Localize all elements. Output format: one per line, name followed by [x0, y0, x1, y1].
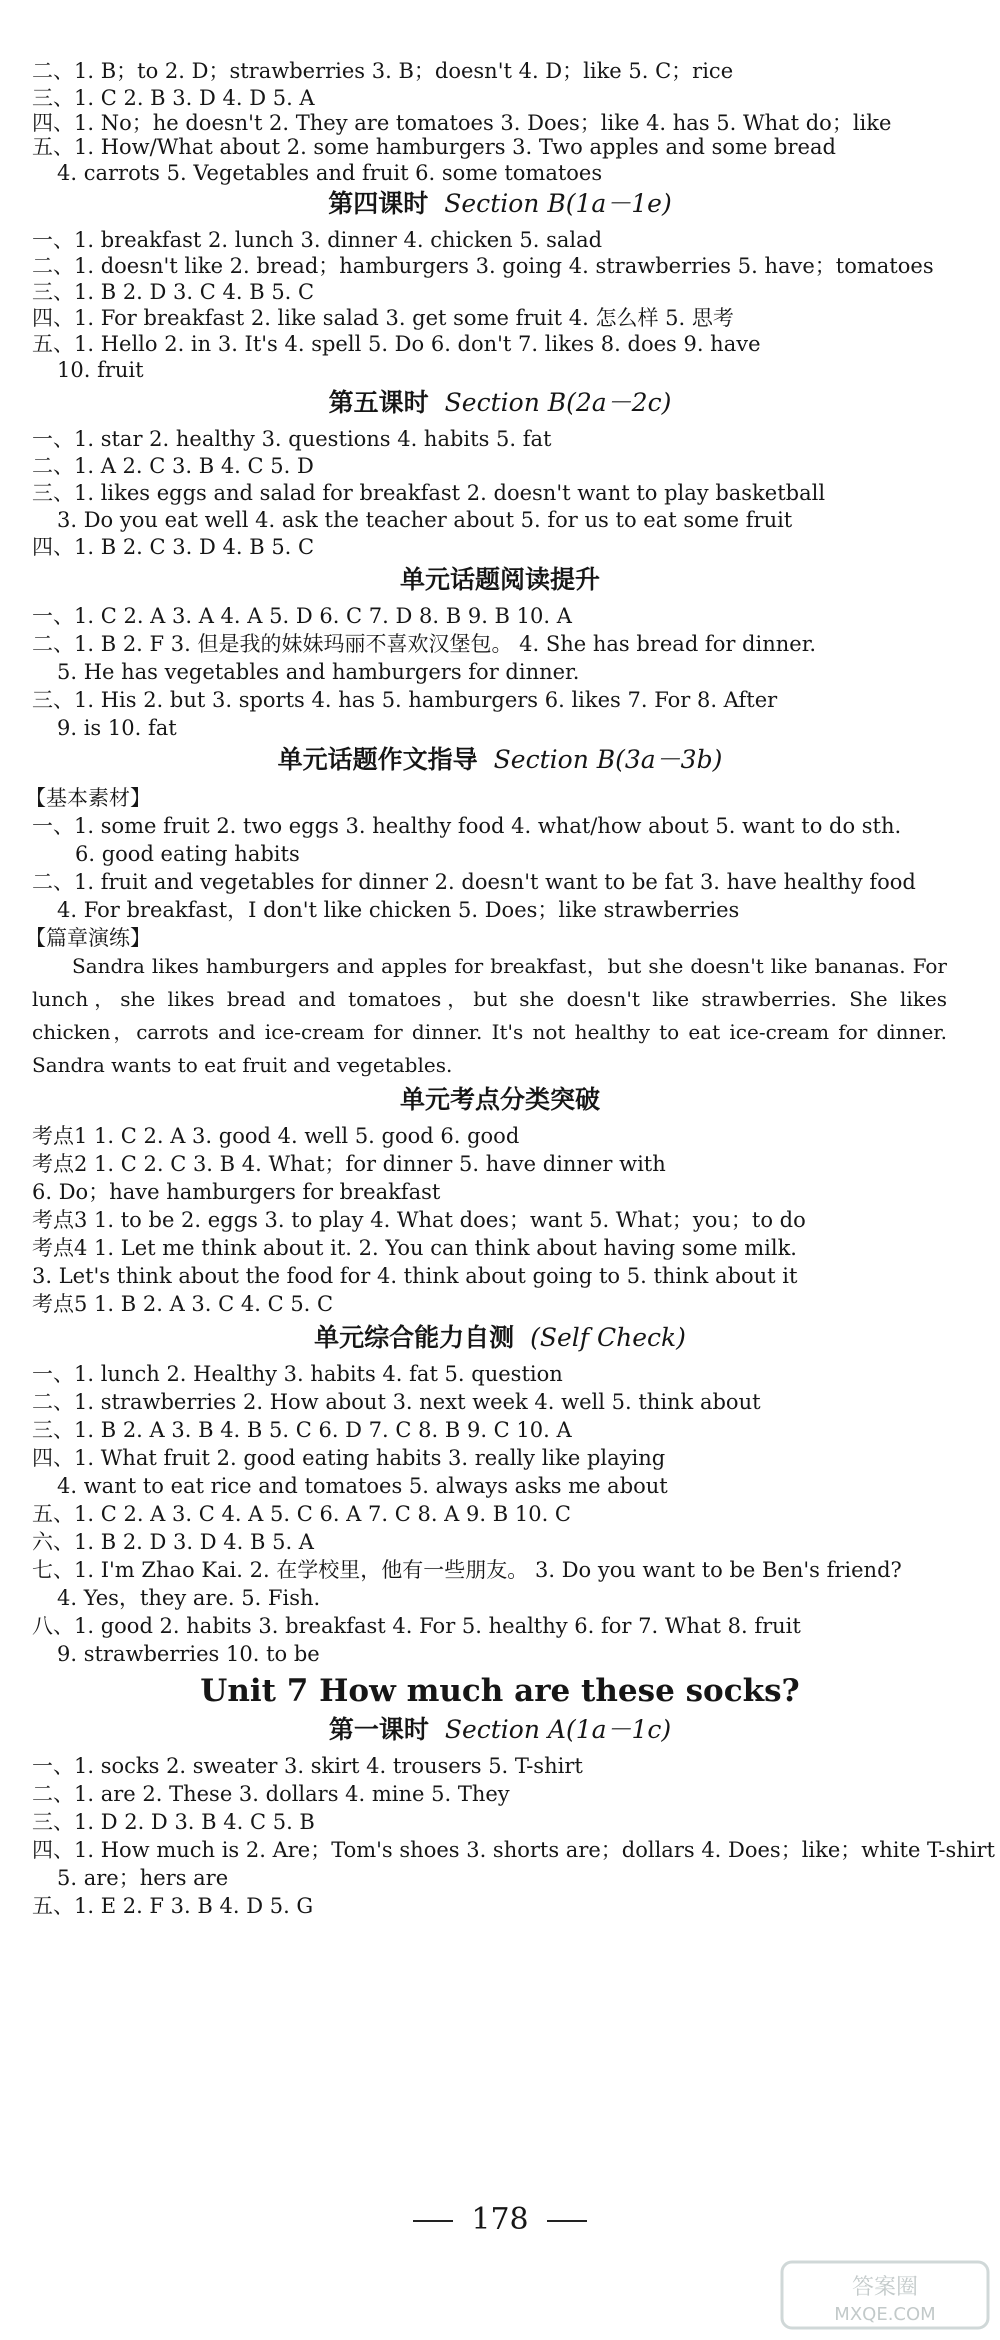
answer-line: 一、1. lunch 2. Healthy 3. habits 4. fat 5. question	[32, 1362, 563, 1386]
answer-line: 四、1. How much is 2. Are；Tom's shoes 3. shorts are；dollars 4. Does；like；white T-shirt	[32, 1838, 995, 1862]
answer-line: 4. want to eat rice and tomatoes 5. always asks me about	[57, 1474, 668, 1498]
answer-line: 四、1. B 2. C 3. D 4. B 5. C	[32, 535, 315, 559]
answer-line: 三、1. likes eggs and salad for breakfast 2. doesn't want to play basketball	[32, 481, 826, 505]
answer-line: 五、1. C 2. A 3. C 4. A 5. C 6. A 7. C 8. A 9. B 10. C	[32, 1502, 571, 1526]
answer-line: 三、1. B 2. D 3. C 4. B 5. C	[32, 280, 315, 304]
material-tag: 【基本素材】	[25, 786, 151, 810]
answer-line: 3. Do you eat well 4. ask the teacher about 5. for us to eat some fruit	[57, 508, 793, 532]
answer-line: 4. For breakfast，I don't like chicken 5. Does；like strawberries	[57, 898, 740, 922]
section-title: 单元考点分类突破	[399, 1085, 600, 1114]
section-heading	[0, 1712, 1000, 1748]
answer-line: 10. fruit	[57, 358, 144, 382]
answer-line: 四、1. No；he doesn't 2. They are tomatoes 3. Does；like 4. has 5. What do；like	[32, 111, 892, 135]
practice-tag: 【篇章演练】	[25, 926, 151, 950]
section-title: 单元综合能力自测	[314, 1323, 515, 1352]
section-heading	[0, 1320, 1000, 1356]
section-title: 单元话题作文指导	[277, 745, 478, 774]
watermark-logo	[780, 2260, 990, 2330]
answer-line: 三、1. B 2. A 3. B 4. B 5. C 6. D 7. C 8. B 9. C 10. A	[32, 1418, 572, 1442]
answer-line: 二、1. B；to 2. D；strawberries 3. B；doesn't 4. D；like 5. C；rice	[32, 59, 734, 83]
section-heading	[0, 1082, 1000, 1118]
answer-line: 考点1 1. C 2. A 3. good 4. well 5. good 6. good	[32, 1124, 520, 1148]
answer-line: 一、1. some fruit 2. two eggs 3. healthy food 4. what/how about 5. want to do sth.	[32, 814, 902, 838]
unit-title: Unit 7 How much are these socks?	[200, 1673, 800, 1709]
answer-line: 二、1. fruit and vegetables for dinner 2. doesn't want to be fat 3. have healthy food	[32, 870, 916, 894]
answer-line: 五、1. How/What about 2. some hamburgers 3. Two apples and some bread	[32, 135, 836, 159]
section-subtitle: Section B(1a－1e)	[444, 189, 672, 218]
answer-line: 考点3 1. to be 2. eggs 3. to play 4. What does；want 5. What；you；to do	[32, 1208, 806, 1232]
section-heading	[0, 186, 1000, 222]
answer-line: 9. strawberries 10. to be	[57, 1642, 320, 1666]
answer-line: 一、1. C 2. A 3. A 4. A 5. D 6. C 7. D 8. B 9. B 10. A	[32, 604, 572, 628]
section-heading	[0, 742, 1000, 778]
section-subtitle: Section B(2a－2c)	[444, 388, 672, 417]
section-title: 第一课时	[328, 1715, 429, 1744]
answer-line: 4. carrots 5. Vegetables and fruit 6. some tomatoes	[57, 161, 603, 185]
svg-text:MXQE.COM: MXQE.COM	[834, 2304, 936, 2325]
section-heading	[0, 562, 1000, 598]
section-heading	[0, 385, 1000, 421]
answer-line: 9. is 10. fat	[57, 716, 177, 740]
answer-line: 三、1. D 2. D 3. B 4. C 5. B	[32, 1810, 315, 1834]
answer-line: 五、1. E 2. F 3. B 4. D 5. G	[32, 1894, 314, 1918]
answer-line: 二、1. strawberries 2. How about 3. next week 4. well 5. think about	[32, 1390, 761, 1414]
answer-line: 二、1. A 2. C 3. B 4. C 5. D	[32, 454, 314, 478]
svg-text:答案圈: 答案圈	[851, 2275, 919, 2300]
answer-line: 三、1. C 2. B 3. D 4. D 5. A	[32, 86, 315, 110]
answer-line: 一、1. star 2. healthy 3. questions 4. habits 5. fat	[32, 427, 552, 451]
model-essay: Sandra likes hamburgers and apples for breakfast，but she doesn't like bananas. For lunch，she likes bread and tomatoes，but she doesn't like strawberries. She likes chicken，carrots and ice-cream for dinner. It's not healthy to eat ice-cream for dinner. Sandra wants to eat fruit and vegetables.	[32, 954, 947, 1077]
section-title: 第五课时	[328, 388, 429, 417]
answer-line: 五、1. Hello 2. in 3. It's 4. spell 5. Do 6. don't 7. likes 8. does 9. have	[32, 332, 761, 356]
answer-line: 考点5 1. B 2. A 3. C 4. C 5. C	[32, 1292, 334, 1316]
answer-line: 四、1. What fruit 2. good eating habits 3. really like playing	[32, 1446, 666, 1470]
answer-line: 二、1. are 2. These 3. dollars 4. mine 5. They	[32, 1782, 510, 1806]
answer-line: 考点4 1. Let me think about it. 2. You can think about having some milk.	[32, 1236, 797, 1260]
page-number-text: 178	[471, 2202, 529, 2237]
section-title: 单元话题阅读提升	[399, 565, 600, 594]
section-subtitle: Section B(3a－3b)	[493, 745, 723, 774]
answer-line: 四、1. For breakfast 2. like salad 3. get some fruit 4. 怎么样 5. 思考	[32, 306, 734, 330]
section-subtitle: (Self Check)	[530, 1323, 686, 1352]
section-subtitle: Section A(1a－1c)	[444, 1715, 672, 1744]
answer-line: 3. Let's think about the food for 4. think about going to 5. think about it	[32, 1264, 798, 1288]
answer-line: 六、1. B 2. D 3. D 4. B 5. A	[32, 1530, 314, 1554]
page-number-dash	[547, 2220, 587, 2222]
answer-line: 6. good eating habits	[75, 842, 300, 866]
answer-line: 5. are；hers are	[57, 1866, 229, 1890]
page-number	[0, 2200, 1000, 2240]
answer-line: 一、1. socks 2. sweater 3. skirt 4. trousers 5. T-shirt	[32, 1754, 583, 1778]
answer-line: 4. Yes，they are. 5. Fish.	[57, 1586, 321, 1610]
answer-line: 二、1. B 2. F 3. 但是我的妹妹玛丽不喜欢汉堡包。 4. She has bread for dinner.	[32, 632, 817, 656]
section-title: 第四课时	[328, 189, 429, 218]
answer-line: 5. He has vegetables and hamburgers for dinner.	[57, 660, 580, 684]
answer-line: 考点2 1. C 2. C 3. B 4. What；for dinner 5. have dinner with	[32, 1152, 666, 1176]
answer-line: 七、1. I'm Zhao Kai. 2. 在学校里，他有一些朋友。 3. Do you want to be Ben's friend?	[32, 1558, 902, 1582]
answer-line: 八、1. good 2. habits 3. breakfast 4. For 5. healthy 6. for 7. What 8. fruit	[32, 1614, 801, 1638]
answer-line: 二、1. doesn't like 2. bread；hamburgers 3. going 4. strawberries 5. have；tomatoes	[32, 254, 934, 278]
answer-line: 一、1. breakfast 2. lunch 3. dinner 4. chicken 5. salad	[32, 228, 603, 252]
answer-line: 6. Do；have hamburgers for breakfast	[32, 1180, 441, 1204]
page-number-dash	[413, 2220, 453, 2222]
answer-line: 三、1. His 2. but 3. sports 4. has 5. hamburgers 6. likes 7. For 8. After	[32, 688, 778, 712]
